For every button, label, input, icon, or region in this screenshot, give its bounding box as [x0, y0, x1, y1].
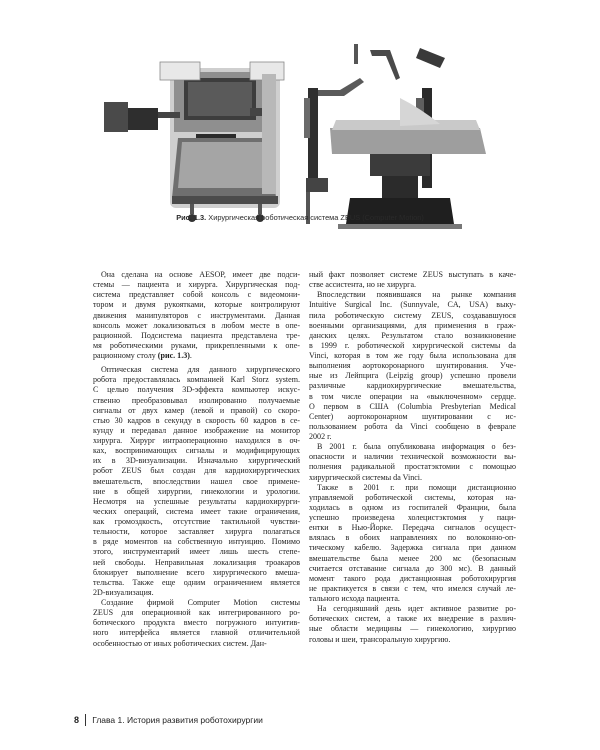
text-line: Intuitive Surgical Inc. (Sunnyvale, CA, USA) выку- — [309, 300, 516, 310]
text-line: особенностью от иных роботических систем. Дан- — [93, 638, 267, 648]
page-footer — [74, 714, 263, 726]
text-line: тическому кабелю. Задержка сигнала при данном — [309, 543, 516, 553]
text-line: различные кардиохирургические вмешательства, — [309, 381, 516, 391]
text-line: Оптическая система для данного хирургического — [101, 365, 300, 375]
paragraph — [309, 270, 516, 290]
text-line: ней свободы. Неправильная локализация троакаров — [93, 557, 300, 567]
text-line: вмешательств, впоследствии нашел свое примене- — [93, 476, 300, 486]
text-line: стве ассистента, но не хирурга. — [309, 280, 417, 290]
text-line: ный факт позволяет системе ZEUS выступать в каче- — [309, 270, 516, 279]
text-line: ZEUS для операционной как интегрированного ро- — [93, 608, 300, 618]
figure-caption — [0, 213, 600, 222]
text-line: их в 3D-визуализации. Изначально хирургический — [93, 456, 300, 466]
text-line: управляемой роботической системы, которая на- — [309, 492, 516, 502]
text-line: ботических систем, а также их внедрение в различ- — [309, 614, 516, 624]
text-line: влялась в обоих направлениях по волоконно-оп- — [309, 533, 516, 543]
paragraph — [309, 290, 516, 442]
text-line: данских целях. Результатом стало возникновение — [309, 330, 516, 340]
text-line: Несмотря на успешные результаты кардиохирурги- — [93, 496, 300, 506]
text-line: робот ZEUS был создан для кардиохирургических — [93, 466, 300, 476]
text-line: выполнения аортокоронарного шунтирования. Уче- — [309, 361, 516, 371]
text-line: Она сделана на основе AESOP, имеет две подси- — [101, 270, 300, 279]
paragraph — [93, 365, 300, 598]
text-line: военными организациями, для применения в граж- — [309, 320, 516, 330]
text-line: полнения радикальной простатэктомии с помощью — [309, 462, 516, 472]
text-line: система представляет собой консоль с видеомони- — [93, 290, 300, 300]
text-line: пользованием робота da Vinci сообщено в феврале — [309, 421, 516, 431]
text-line: головы и шеи, трансоральную хирургию. — [309, 634, 451, 644]
figure-reference: (рис. 1.3) — [157, 351, 190, 360]
text-line: ные из Лейпцига (Leipzig group) успешно провели — [309, 371, 516, 381]
text-line: кунду и передавал данное изображение на монитор — [93, 425, 300, 435]
text-line: стью 30 кадров в секунду в скорость 60 кадров в се- — [93, 415, 300, 425]
footer-divider — [85, 714, 86, 726]
text-line: В 2001 г. была опубликована информация о без- — [317, 442, 516, 452]
text-line: в том числе операции на «выключенном» сердце. — [309, 391, 516, 401]
text-line: ственно преобразовывал изолированно получаемые — [93, 395, 300, 405]
text-line: Впоследствии появившаяся на рынке компания — [317, 290, 516, 300]
text-line: вмешательстве была менее 200 мс (безопасным — [309, 553, 516, 563]
text-line: ках, воспринимающих сигналы и модифицирующих — [93, 446, 300, 456]
text-line: Vinci, которая в том же году была использована для — [309, 351, 516, 360]
text-line: ческих операций, система имеет такие ограничения, — [93, 506, 300, 516]
text-line: ние в общей хирургии, гинекологии и урологии. — [93, 486, 300, 496]
text-line: хирургической системы da Vinci. — [309, 472, 423, 482]
paragraph — [309, 483, 516, 605]
page-number: 8 — [74, 715, 80, 725]
text-line: рационной. Подсистема пациента представлена тре- — [93, 330, 300, 340]
text-line: блокирует выполнение всего хирургического вмеша- — [93, 567, 300, 577]
text-line: тального исхода пациента. — [309, 594, 400, 603]
operating-table-image — [304, 44, 486, 229]
text-line: не практикуется в связи с тем, что имелся случай ле- — [309, 583, 516, 593]
text-line: ного интерфейса является главной отличительной — [93, 628, 300, 638]
text-line: успешно произведена холецистэктомия у паци- — [309, 513, 516, 522]
right-column — [309, 270, 516, 645]
text-line: мя роботическими руками, прикрепленными к опе- — [93, 340, 300, 350]
caption-label: Рис. 1.3. — [176, 213, 207, 222]
text-line: этого, инструментарий имеет лишь шесть степе- — [93, 547, 300, 557]
text-line: тельности, которое заставляет хирурга полагаться — [93, 527, 300, 537]
zeus-photo-illustration — [100, 38, 500, 238]
text-line: хирурга. Хирург интраоперационно находился в оч- — [93, 436, 300, 445]
text-line: Также в 2001 г. при помощи дистанционно — [317, 482, 516, 492]
text-line: консоль может локализоваться в любом месте в опе- — [93, 320, 300, 330]
paragraph — [309, 604, 516, 645]
paragraph — [309, 442, 516, 483]
text-line: считается отставание сигнала до 300 мс). В данный — [309, 563, 516, 573]
text-line: стемы — пациента и хирурга. Хирургическая под- — [93, 280, 300, 290]
text-line: пила роботическую систему ZEUS, создававшуюся — [309, 310, 516, 320]
text-line: Создание фирмой Computer Motion системы — [101, 598, 300, 607]
text-line: С целью получения 3D-эффекта компьютер искус- — [93, 385, 300, 395]
text-line: момент такого рода дистанционная роботохирургия — [309, 573, 516, 583]
text-line: робота предоставлялась компанией Karl Storz system. — [93, 375, 300, 385]
text-line: движения манипуляторов с инструментами. Данная — [93, 310, 300, 320]
text-line: рационному столу (рис. 1.3). — [93, 351, 192, 360]
text-line: тором и двумя рукоятками, которые контролируют — [93, 300, 300, 310]
text-line: На сегодняшний день идет активное развитие ро- — [317, 604, 516, 614]
text-line: опасности и наличии технической возможности вы- — [309, 452, 516, 462]
text-line: как громоздкость, отсутствие тактильной чувстви- — [93, 517, 300, 526]
text-line: тельства. Также еще одним ограничением является — [93, 577, 300, 587]
chapter-title: Глава 1. История развития роботохирургии — [92, 715, 263, 725]
caption-text: Хирургическая роботическая система ZEUS (Computer Motion) — [206, 213, 424, 222]
text-line: ные области медицины — гинекологию, хирургию — [309, 624, 516, 634]
text-line: ходилась в одном из госпиталей Франции, была — [309, 502, 516, 512]
text-line: О первом в США (Columbia Presbyterian Medical — [309, 401, 516, 411]
paragraph — [93, 270, 300, 361]
text-line: Center) аортокоронарном шунтировании с ис- — [309, 411, 516, 421]
text-line: ботического продукта вместо погружного интуитив- — [93, 618, 300, 628]
text-line: ентки в Нью-Йорке. Передача сигналов осущест- — [309, 523, 516, 533]
text-line: 2D-визуализация. — [93, 587, 154, 597]
figure-zeus — [100, 38, 500, 238]
text-line: 2002 г. — [309, 432, 332, 441]
text-line: в ряде моментов на собственную интуицию. Помимо — [93, 537, 300, 547]
paragraph — [93, 598, 300, 649]
left-column — [93, 270, 300, 649]
surgeon-console-image — [104, 62, 284, 222]
text-line: сигналы от двух камер (левой и правой) со скоро- — [93, 405, 300, 415]
text-line: в 1999 г. роботической хирургической системы da — [309, 340, 516, 350]
